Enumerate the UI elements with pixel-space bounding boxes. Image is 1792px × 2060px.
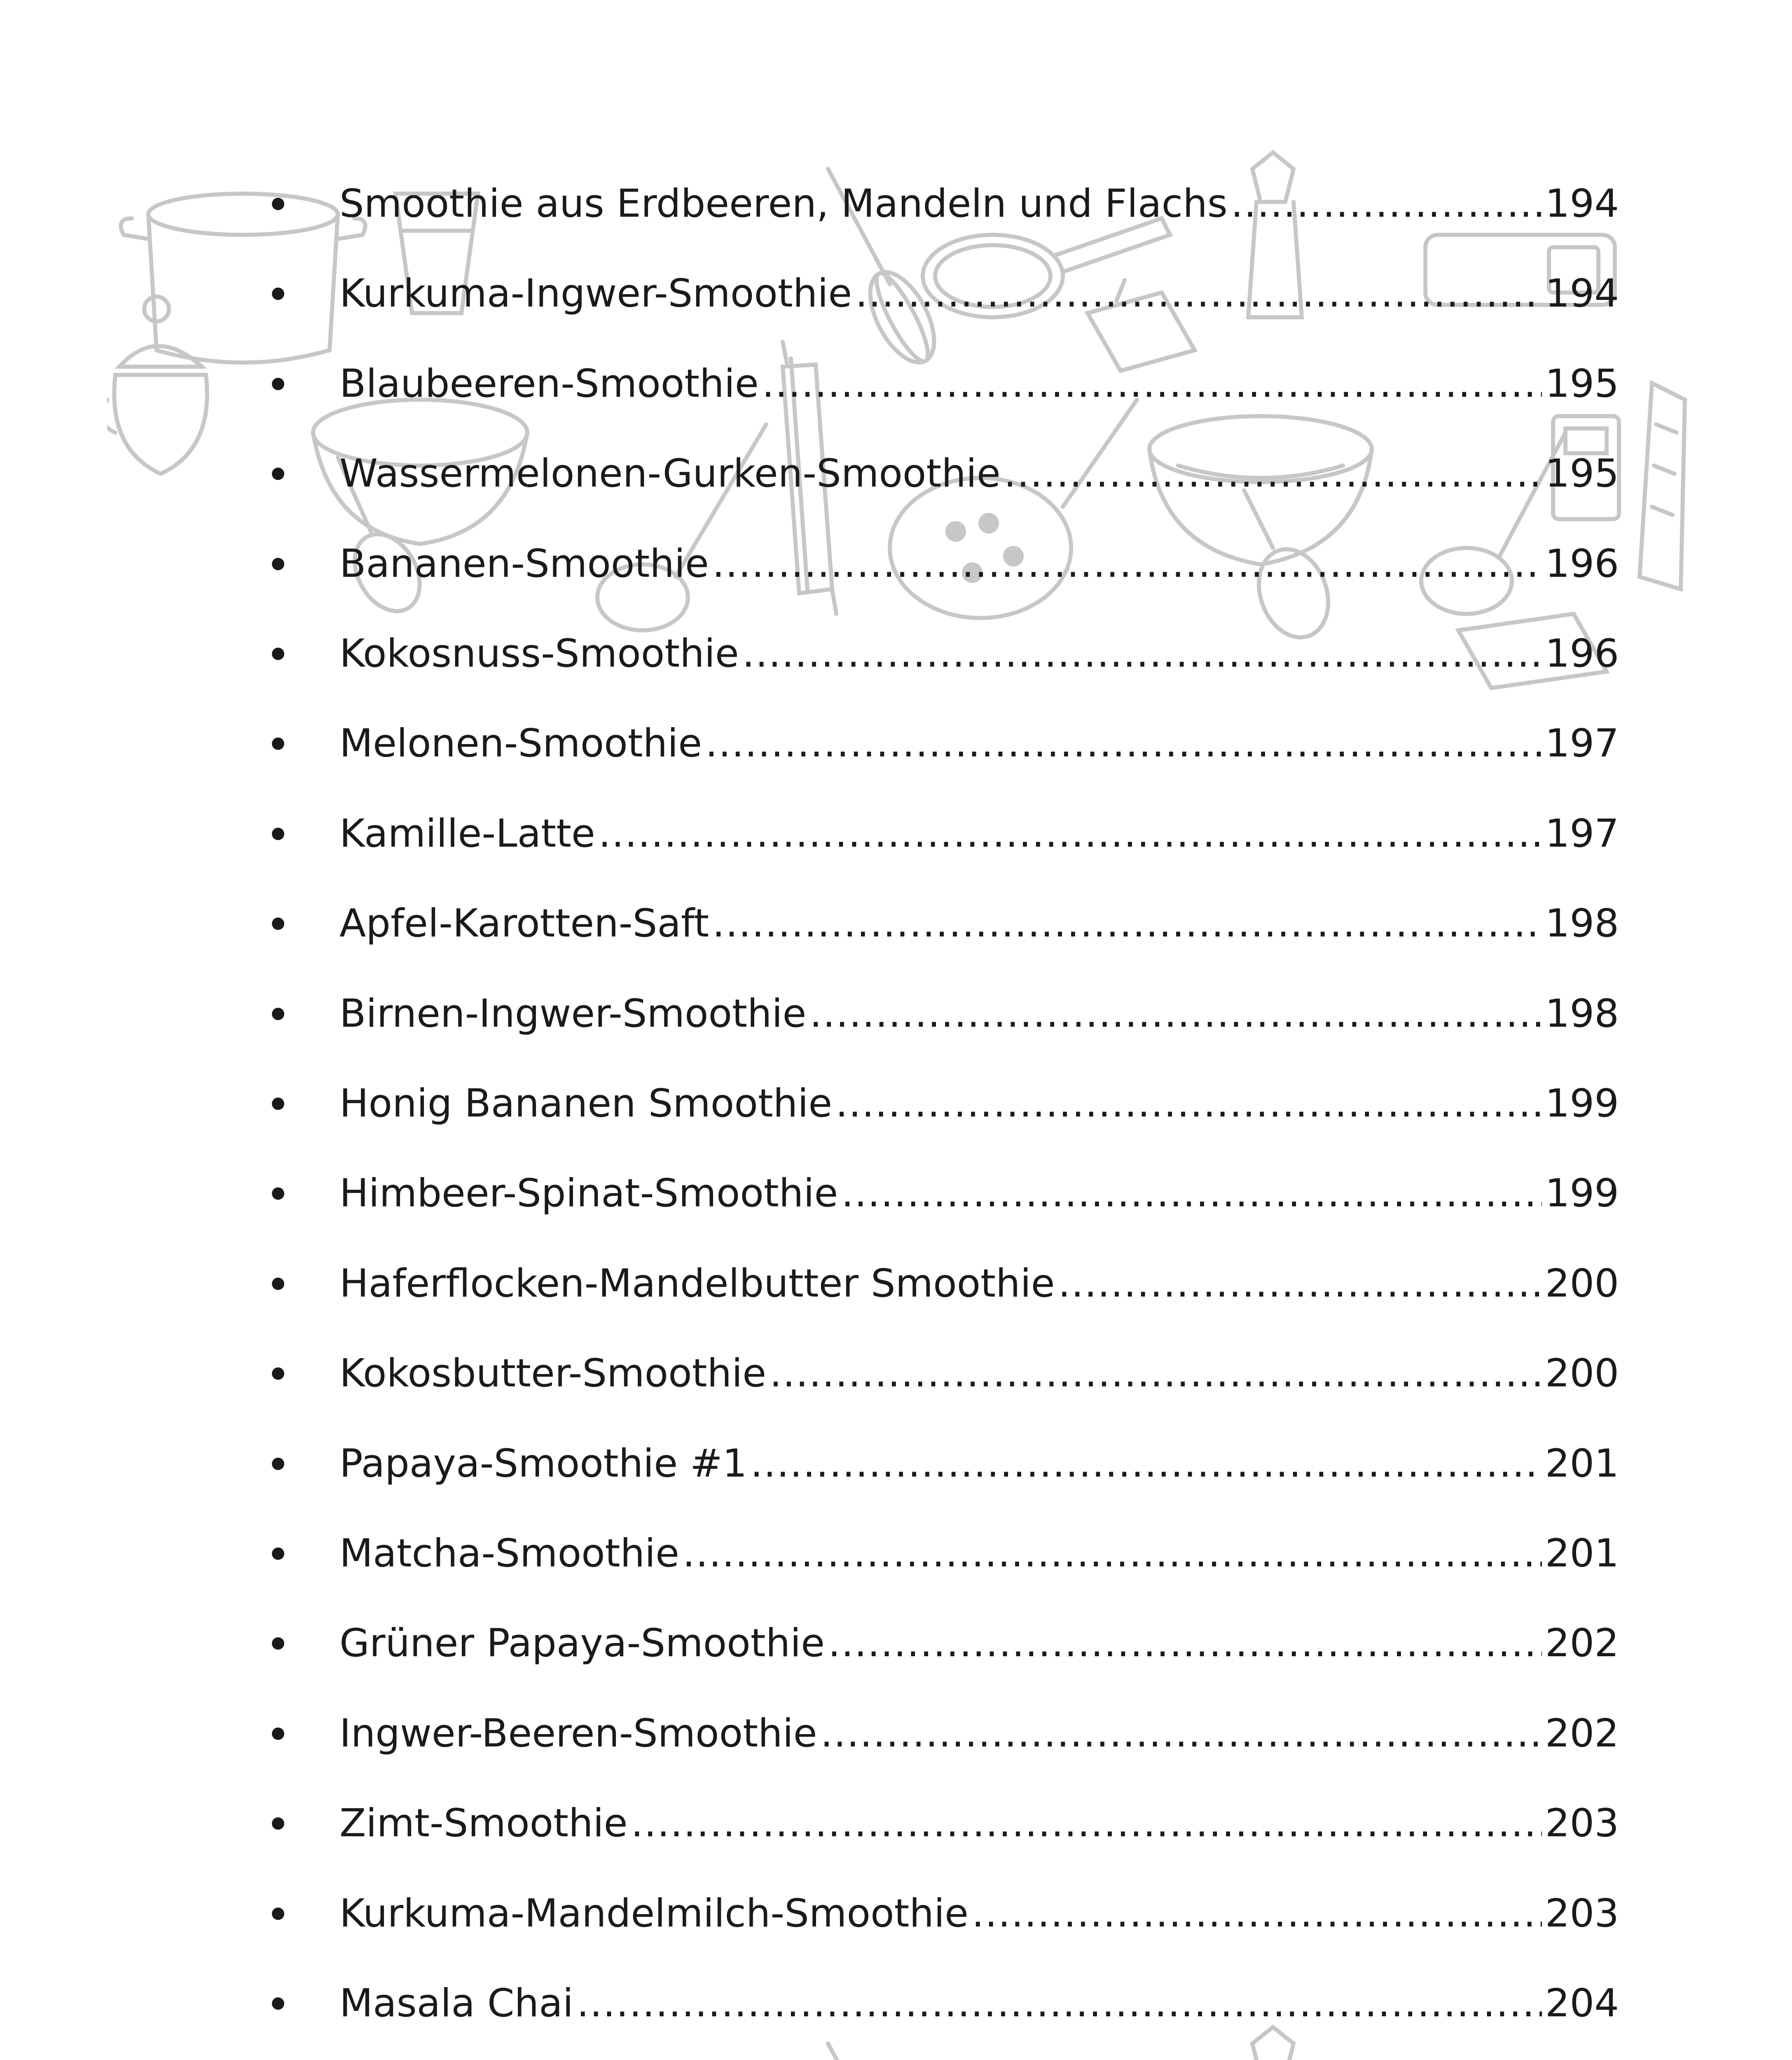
dot-leader — [577, 1984, 1542, 2023]
dot-leader — [631, 1804, 1542, 1843]
bullet-icon — [272, 1367, 284, 1380]
dot-leader — [841, 1174, 1542, 1213]
toc-entry-page-number: 194 — [1545, 181, 1619, 226]
toc-entry-title: Zimt-Smoothie — [339, 1801, 628, 1846]
toc-entry-page-number: 198 — [1545, 991, 1619, 1036]
dot-leader — [770, 1354, 1542, 1393]
toc-entry-page-number: 197 — [1545, 811, 1619, 856]
toc-entry[interactable] — [272, 1606, 1619, 1681]
toc-entry[interactable] — [272, 167, 1619, 241]
toc-entry-page-number: 198 — [1545, 901, 1619, 946]
toc-entry-title: Birnen-Ingwer-Smoothie — [339, 991, 807, 1036]
dot-leader — [599, 815, 1542, 853]
dot-leader — [751, 1444, 1542, 1483]
dot-leader — [809, 995, 1542, 1033]
toc-entry-page-number: 204 — [1545, 1981, 1619, 2026]
toc-entry-page-number: 201 — [1545, 1441, 1619, 1486]
bullet-icon — [272, 1817, 284, 1830]
toc-entry-title: Wassermelonen-Gurken-Smoothie — [339, 451, 1001, 496]
bullet-icon — [272, 648, 284, 660]
toc-entry[interactable] — [272, 1067, 1619, 1141]
dot-leader — [855, 274, 1542, 313]
toc-entry-title: Masala Chai — [339, 1981, 573, 2026]
toc-entry[interactable] — [272, 1337, 1619, 1411]
toc-entry-page-number: 201 — [1545, 1531, 1619, 1576]
toc-entry-page-number: 196 — [1545, 541, 1619, 586]
toc-entry[interactable] — [272, 257, 1619, 331]
toc-entry-title: Kokosbutter-Smoothie — [339, 1351, 767, 1396]
toc-entry-title: Melonen-Smoothie — [339, 721, 702, 766]
bullet-icon — [272, 737, 284, 750]
toc-entry[interactable] — [272, 1517, 1619, 1591]
dot-leader — [835, 1084, 1542, 1123]
toc-entry-title: Matcha-Smoothie — [339, 1531, 679, 1576]
toc-entry-page-number: 195 — [1545, 361, 1619, 406]
toc-entry-page-number: 195 — [1545, 451, 1619, 496]
toc-entry-title: Himbeer-Spinat-Smoothie — [339, 1171, 838, 1216]
toc-entry-title: Kokosnuss-Smoothie — [339, 631, 739, 676]
bullet-icon — [272, 1098, 284, 1110]
toc-entry-title: Apfel-Karotten-Saft — [339, 901, 709, 946]
toc-entry[interactable] — [272, 1877, 1619, 1951]
toc-entry[interactable] — [272, 887, 1619, 961]
toc-entry-page-number: 197 — [1545, 721, 1619, 766]
bullet-icon — [272, 1637, 284, 1650]
toc-entry[interactable] — [272, 1247, 1619, 1321]
dot-leader — [742, 634, 1542, 673]
toc-entry-page-number: 203 — [1545, 1891, 1619, 1936]
bullet-icon — [272, 288, 284, 300]
toc-entry[interactable] — [272, 437, 1619, 511]
toc-entry[interactable] — [272, 1427, 1619, 1501]
toc-entry[interactable] — [272, 707, 1619, 781]
toc-entry-page-number: 194 — [1545, 271, 1619, 316]
toc-entry[interactable] — [272, 1156, 1619, 1231]
toc-entry-page-number: 199 — [1545, 1081, 1619, 1126]
toc-entry-title: Smoothie aus Erdbeeren, Mandeln und Flachs — [339, 181, 1228, 226]
dot-leader — [821, 1714, 1542, 1753]
dot-leader — [683, 1534, 1542, 1573]
bullet-icon — [272, 1997, 284, 2010]
toc-entry[interactable] — [272, 1786, 1619, 1861]
toc-entry-title: Kamille-Latte — [339, 811, 595, 856]
bullet-icon — [272, 1728, 284, 1740]
toc-entry[interactable] — [272, 347, 1619, 421]
bullet-icon — [272, 558, 284, 570]
toc-entry-title: Bananen-Smoothie — [339, 541, 709, 586]
dot-leader — [712, 904, 1542, 943]
toc-entry[interactable] — [272, 977, 1619, 1051]
bullet-icon — [272, 1187, 284, 1200]
dot-leader — [1058, 1264, 1542, 1303]
toc-entry-page-number: 202 — [1545, 1711, 1619, 1756]
bullet-icon — [272, 1278, 284, 1290]
bullet-icon — [272, 1008, 284, 1020]
toc-entry-title: Honig Bananen Smoothie — [339, 1081, 833, 1126]
toc-entry-title: Kurkuma-Ingwer-Smoothie — [339, 271, 852, 316]
bullet-icon — [272, 378, 284, 390]
bullet-icon — [272, 1458, 284, 1470]
toc-entry-page-number: 203 — [1545, 1801, 1619, 1846]
toc-entry-page-number: 200 — [1545, 1261, 1619, 1306]
lidded-pot-icon — [107, 297, 207, 474]
dot-leader — [762, 365, 1542, 403]
toc-entry-title: Grüner Papaya-Smoothie — [339, 1621, 825, 1666]
bullet-icon — [272, 828, 284, 840]
toc-entry-page-number: 196 — [1545, 631, 1619, 676]
dot-leader — [712, 545, 1542, 583]
toc-entry[interactable] — [272, 1697, 1619, 1771]
toc-entry-title: Haferflocken-Mandelbutter Smoothie — [339, 1261, 1055, 1306]
bullet-icon — [272, 468, 284, 480]
toc-entry-title: Kurkuma-Mandelmilch-Smoothie — [339, 1891, 969, 1936]
dot-leader — [972, 1894, 1542, 1933]
bullet-icon — [272, 1908, 284, 1920]
toc-entry-title: Ingwer-Beeren-Smoothie — [339, 1711, 817, 1756]
toc-entry-page-number: 200 — [1545, 1351, 1619, 1396]
toc-entry-page-number: 199 — [1545, 1171, 1619, 1216]
bullet-icon — [272, 1547, 284, 1560]
dot-leader — [828, 1624, 1542, 1663]
toc-entry[interactable] — [272, 527, 1619, 601]
dot-leader — [1004, 454, 1542, 493]
bullet-icon — [272, 198, 284, 210]
bullet-icon — [272, 918, 284, 930]
grater-icon — [1640, 383, 1685, 589]
dot-leader — [705, 724, 1542, 763]
dot-leader — [1231, 185, 1542, 223]
toc-entry-title: Blaubeeren-Smoothie — [339, 361, 759, 406]
toc-entry-page-number: 202 — [1545, 1621, 1619, 1666]
toc-entry[interactable] — [272, 617, 1619, 691]
toc-entry-title: Papaya-Smoothie #1 — [339, 1441, 747, 1486]
toc-entry[interactable] — [272, 2056, 1619, 2060]
toc-entry[interactable] — [272, 797, 1619, 871]
toc-entry[interactable] — [272, 1966, 1619, 2041]
